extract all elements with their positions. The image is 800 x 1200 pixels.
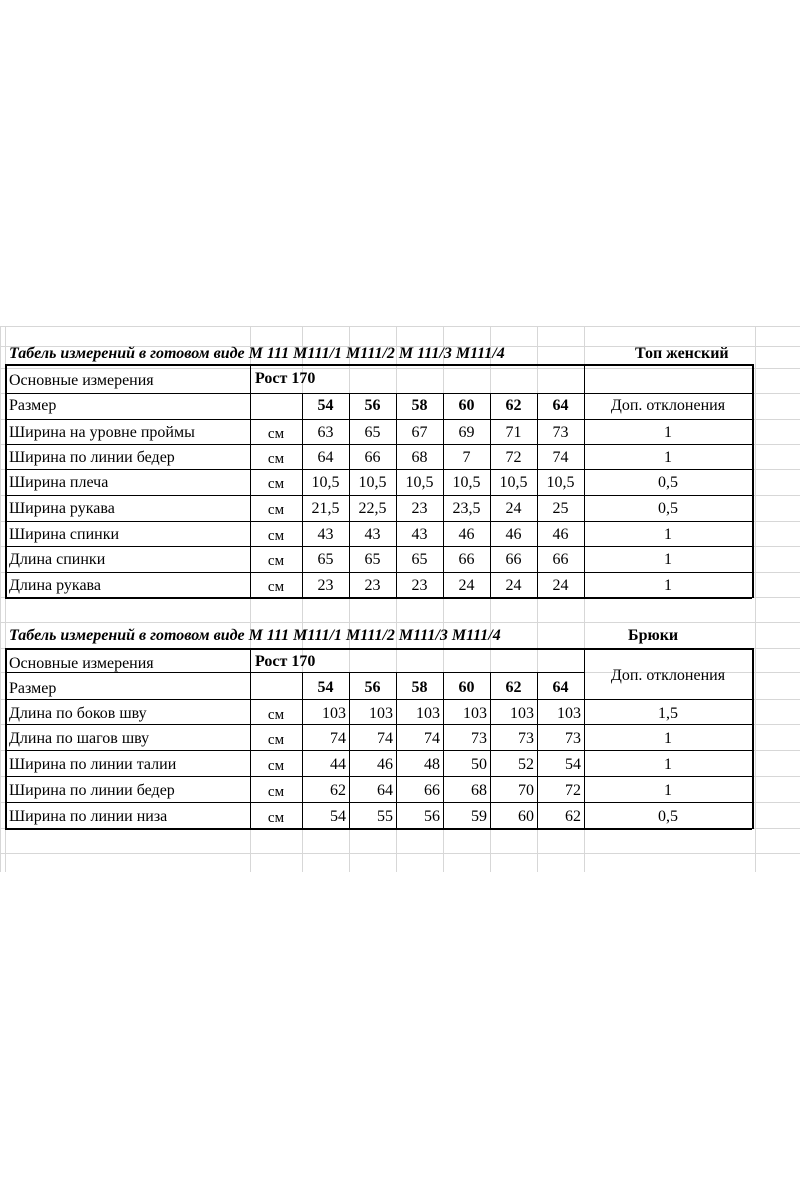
table-border-v: [5, 648, 7, 829]
table-border-h: [5, 393, 752, 394]
grid-row-line: [0, 368, 800, 369]
table1-size-label: Размер: [9, 397, 57, 414]
table1-row-unit: см: [267, 528, 285, 544]
table2-cell: 72: [565, 782, 581, 799]
table1-size-64: 64: [552, 397, 569, 414]
table2-size-56: 56: [364, 679, 381, 696]
table-border-v: [584, 364, 585, 393]
table2-row-deviation: 1: [664, 756, 672, 773]
table2-row-unit: см: [267, 732, 285, 748]
table1-row-deviation: 0,5: [658, 474, 678, 491]
table1-row-unit: см: [267, 451, 285, 467]
table2-title-suffix: Брюки: [628, 627, 679, 644]
table1-size-62: 62: [505, 397, 522, 414]
table2-cell: 103: [322, 705, 346, 722]
table2-size-60: 60: [458, 679, 475, 696]
table2-cell: 50: [471, 756, 487, 773]
table1-row-name: Ширина по линии бедер: [9, 449, 175, 466]
table1-cell: 65: [364, 551, 381, 568]
table1-row-name: Ширина плеча: [9, 474, 109, 491]
table2-cell: 103: [463, 705, 487, 722]
table1-cell: 10,5: [452, 474, 481, 491]
table1-row-unit: см: [267, 579, 285, 595]
table2-cell: 62: [330, 782, 346, 799]
table2-cell: 64: [377, 782, 393, 799]
table1-cell: 7: [462, 449, 471, 466]
table1-cell: 21,5: [311, 500, 340, 517]
table2-size-64: 64: [552, 679, 569, 696]
table2-row-deviation: 0,5: [658, 808, 678, 825]
grid-col-line: [755, 326, 756, 872]
table2-cell: 44: [330, 756, 346, 773]
table1-cell: 23: [411, 500, 428, 517]
table2-cell: 62: [565, 808, 581, 825]
table1-row-name: Длина спинки: [9, 551, 106, 568]
table-border-h: [5, 776, 752, 777]
table1-header-label: Основные измерения: [9, 372, 154, 389]
table2-cell: 59: [471, 808, 487, 825]
table-border-h: [5, 572, 752, 573]
table1-cell: 23: [411, 577, 428, 594]
table1-cell: 65: [317, 551, 334, 568]
table1-cell: 24: [505, 577, 522, 594]
table2-row-unit: см: [267, 758, 285, 774]
grid-row-line: [0, 326, 800, 327]
table1-cell: 46: [458, 526, 475, 543]
table1-cell: 24: [552, 577, 569, 594]
table2-cell: 56: [424, 808, 440, 825]
spreadsheet-sheet: [0, 326, 800, 872]
table2-cell: 103: [416, 705, 440, 722]
table2-row-name: Длина по шагов шву: [9, 730, 150, 747]
table-border-h: [5, 802, 752, 803]
table1-row-deviation: 0,5: [658, 500, 678, 517]
table1-cell: 23,5: [452, 500, 481, 517]
table2-cell: 74: [377, 730, 393, 747]
table-border-h: [5, 495, 752, 496]
table2-cell: 55: [377, 808, 393, 825]
table1-cell: 10,5: [358, 474, 387, 491]
table1-cell: 66: [505, 551, 522, 568]
table2-cell: 52: [518, 756, 534, 773]
table1-row-deviation: 1: [664, 551, 672, 568]
table1-size-58: 58: [411, 397, 428, 414]
table-border-h: [5, 597, 752, 599]
table2-cell: 68: [471, 782, 487, 799]
table2-cell: 73: [518, 730, 534, 747]
table2-cell: 46: [377, 756, 393, 773]
table1-row-deviation: 1: [664, 577, 672, 594]
table1-cell: 10,5: [546, 474, 575, 491]
table1-cell: 65: [364, 424, 381, 441]
table-border-h: [5, 419, 752, 420]
table1-cell: 66: [552, 551, 569, 568]
table1-title-suffix: Топ женский: [635, 345, 729, 362]
table2-cell: 103: [510, 705, 534, 722]
table1-cell: 72: [505, 449, 522, 466]
table2-height: Рост 170: [255, 653, 316, 670]
table1-row-name: Ширина спинки: [9, 526, 120, 543]
table1-row-name: Ширина на уровне проймы: [9, 424, 195, 441]
table1-cell: 66: [458, 551, 475, 568]
table1-cell: 73: [552, 424, 569, 441]
grid-row-line: [0, 622, 800, 623]
table1-cell: 64: [317, 449, 334, 466]
table1-cell: 66: [364, 449, 381, 466]
table1-row-unit: см: [267, 502, 285, 518]
table1-size-60: 60: [458, 397, 475, 414]
table-border-h: [5, 521, 752, 522]
table1-row-name: Длина рукава: [9, 577, 101, 594]
table-border-v: [5, 364, 7, 598]
table1-cell: 23: [317, 577, 334, 594]
table2-cell: 103: [557, 705, 581, 722]
table2-row-name: Ширина по линии бедер: [9, 782, 175, 799]
table2-cell: 74: [424, 730, 440, 747]
table2-cell: 54: [565, 756, 581, 773]
table1-row-deviation: 1: [664, 424, 672, 441]
table2-row-unit: см: [267, 707, 285, 723]
table1-cell: 46: [552, 526, 569, 543]
table2-size-54: 54: [317, 679, 334, 696]
table1-cell: 46: [505, 526, 522, 543]
table-border-v: [752, 648, 754, 829]
table2-row-unit: см: [267, 810, 285, 826]
table2-cell: 73: [565, 730, 581, 747]
grid-col-line: [0, 326, 1, 872]
table-border-h: [5, 546, 752, 547]
table-border-h: [5, 672, 584, 673]
table1-deviation-header: Доп. отклонения: [610, 397, 726, 414]
table2-cell: 73: [471, 730, 487, 747]
table-border-h: [5, 724, 752, 725]
table2-cell: 54: [330, 808, 346, 825]
table2-size-label: Размер: [9, 680, 57, 697]
table-border-h: [5, 648, 752, 650]
table-border-h: [5, 699, 752, 700]
table2-row-name: Ширина по линии талии: [9, 756, 177, 773]
table2-row-deviation: 1,5: [658, 705, 678, 722]
table2-size-58: 58: [411, 679, 428, 696]
table2-cell: 60: [518, 808, 534, 825]
table1-row-unit: см: [267, 476, 285, 492]
table1-row-unit: см: [267, 426, 285, 442]
table-border-h: [5, 828, 752, 830]
table2-cell: 66: [424, 782, 440, 799]
table2-row-unit: см: [267, 784, 285, 800]
table2-cell: 70: [518, 782, 534, 799]
table1-cell: 67: [411, 424, 428, 441]
table2-deviation-header: Доп. отклонения: [610, 667, 726, 684]
table1-cell: 71: [505, 424, 522, 441]
table2-header-label: Основные измерения: [9, 655, 154, 672]
table1-cell: 43: [317, 526, 334, 543]
table1-cell: 10,5: [405, 474, 434, 491]
table1-row-name: Ширина рукава: [9, 500, 115, 517]
table1-cell: 43: [411, 526, 428, 543]
table-border-v: [752, 364, 754, 598]
table1-cell: 68: [411, 449, 428, 466]
table1-cell: 23: [364, 577, 381, 594]
table2-cell: 48: [424, 756, 440, 773]
table1-size-56: 56: [364, 397, 381, 414]
table-border-h: [5, 364, 752, 366]
table2-row-deviation: 1: [664, 782, 672, 799]
table1-cell: 24: [458, 577, 475, 594]
table2-row-name: Длина по боков шву: [9, 705, 147, 722]
grid-row-line: [0, 853, 800, 854]
table1-cell: 10,5: [499, 474, 528, 491]
table-border-h: [5, 469, 752, 470]
table1-row-deviation: 1: [664, 526, 672, 543]
table1-cell: 65: [411, 551, 428, 568]
table1-cell: 24: [505, 500, 522, 517]
table1-cell: 63: [317, 424, 334, 441]
table2-title: Табель измерений в готовом виде М 111 М111/1 М111/2 М111/3 М111/4: [9, 627, 501, 644]
table1-cell: 25: [552, 500, 569, 517]
table1-cell: 10,5: [311, 474, 340, 491]
table1-cell: 74: [552, 449, 569, 466]
table-border-h: [5, 750, 752, 751]
table1-cell: 69: [458, 424, 475, 441]
table2-cell: 74: [330, 730, 346, 747]
table1-height: Рост 170: [255, 370, 316, 387]
table2-size-62: 62: [505, 679, 522, 696]
table1-title: Табель измерений в готовом виде М 111 М111/1 М111/2 М 111/3 М111/4: [9, 345, 505, 362]
table2-row-name: Ширина по линии низа: [9, 808, 168, 825]
table2-cell: 103: [369, 705, 393, 722]
table1-row-deviation: 1: [664, 449, 672, 466]
table1-cell: 43: [364, 526, 381, 543]
table2-row-deviation: 1: [664, 730, 672, 747]
table1-cell: 22,5: [358, 500, 387, 517]
table1-row-unit: см: [267, 553, 285, 569]
table1-size-54: 54: [317, 397, 334, 414]
table-border-h: [5, 444, 752, 445]
